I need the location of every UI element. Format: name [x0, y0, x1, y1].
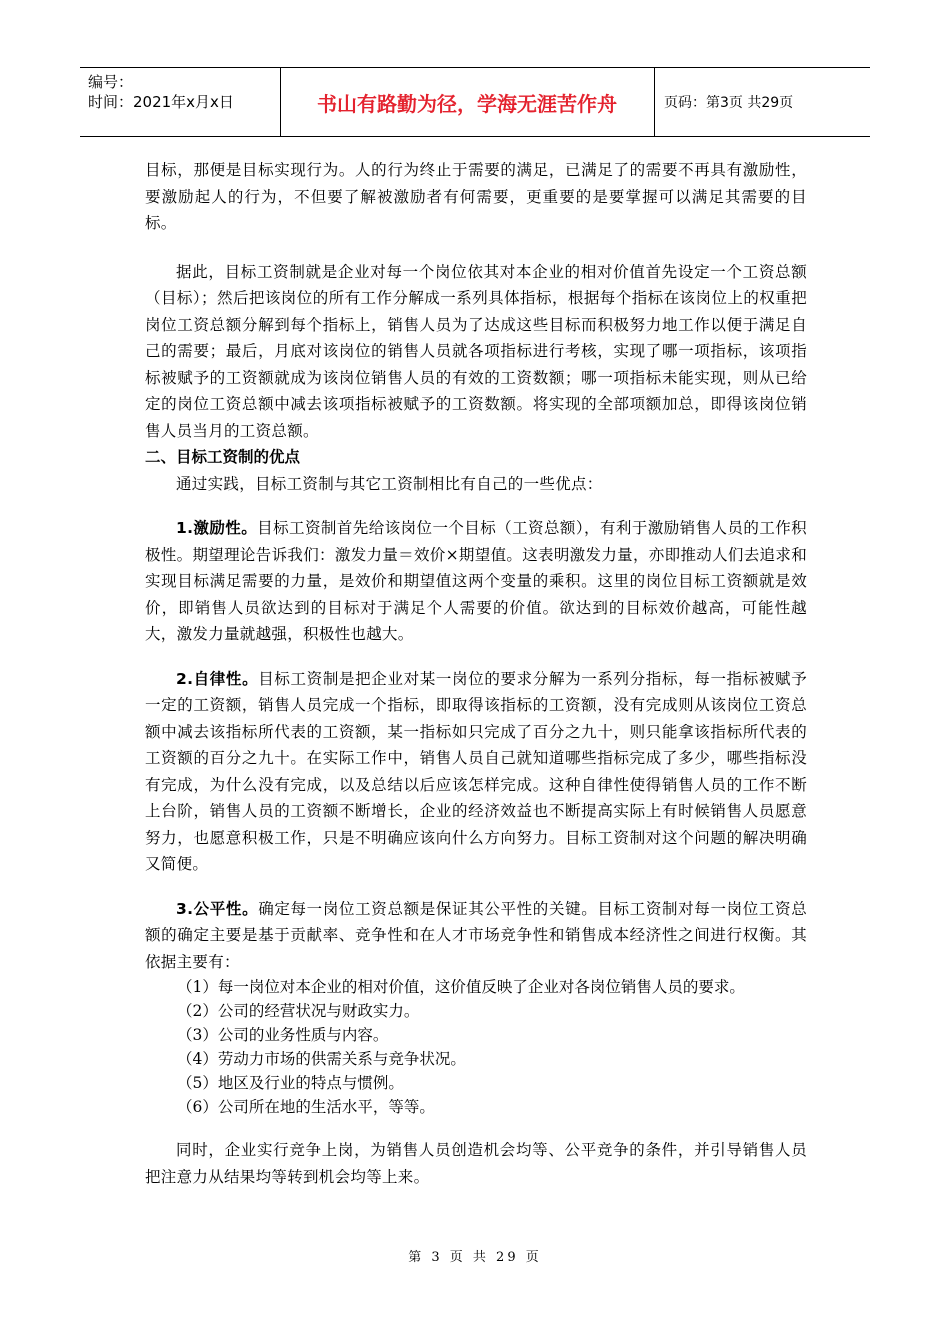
list-item: （4）劳动力市场的供需关系与竞争状况。 — [177, 1050, 466, 1068]
advantage-item — [145, 896, 807, 976]
advantage-title: 1.激励性。 — [176, 519, 258, 537]
advantage-item — [145, 666, 807, 878]
list-item: （6）公司所在地的生活水平，等等。 — [177, 1098, 435, 1116]
paragraph: 据此，目标工资制就是企业对每一个岗位依其对本企业的相对价值首先设定一个工资总额（目标）；然后把该岗位的所有工作分解成一系列具体指标，根据每个指标在该岗位上的权重把岗位工资总额分解到每个指标上，销售人员为了达成这些目标而积极努力地工作以便于满足自己的需要；最后，月底对该岗位的销售人员就各项指标进行考核，实现了哪一项指标，该项指标被赋予的工资额就成为该岗位销售人员的有效的工资数额；哪一项指标未能实现，则从已给定的岗位工资总额中减去该项指标被赋予的工资数额。将实现的全部项额加总，即得该岗位销售人员当月的工资总额。 — [145, 262, 807, 440]
advantage-title: 3.公平性。 — [176, 899, 259, 918]
paragraph: 通过实践，目标工资制与其它工资制相比有自己的一些优点： — [176, 474, 603, 493]
document-body — [145, 157, 807, 1190]
advantage-title: 2.自律性。 — [176, 669, 259, 688]
header-divider — [654, 68, 655, 136]
list-item: （3）公司的业务性质与内容。 — [177, 1026, 389, 1044]
paragraph: 同时，企业实行竞争上岗，为销售人员创造机会均等、公平竞争的条件，并引导销售人员把注意力从结果均等转到机会均等上来。 — [145, 1141, 807, 1186]
list-item: （5）地区及行业的特点与惯例。 — [177, 1074, 404, 1092]
page-footer: 第 3 页 共 29 页 — [408, 1250, 542, 1265]
advantage-text: 目标工资制首先给该岗位一个目标（工资总额），有利于激励销售人员的工作积极性。期望理论告诉我们：激发力量＝效价×期望值。这表明激发力量，亦即推动人们去追求和实现目标满足需要的力量，是效价和期望值这两个变量的乘积。这里的岗位目标工资额就是效价，即销售人员欲达到的目标对于满足个人需要的价值。欲达到的目标效价越高，可能性越大，激发力量就越强，积极性也越大。 — [145, 519, 807, 643]
header-meta — [88, 72, 278, 112]
advantage-text: 目标工资制是把企业对某一岗位的要求分解为一系列分指标，每一指标被赋予一定的工资额，销售人员完成一个指标，即取得该指标的工资额，没有完成则从该岗位工资总额中减去该指标所代表的工资额，某一指标如只完成了百分之九十，则只能拿该指标所代表的工资额的百分之九十。在实际工作中，销售人员自己就知道哪些指标完成了多少，哪些指标没有完成，为什么没有完成，以及总结以后应该怎样完成。这种自律性使得销售人员的工作不断上台阶，销售人员的工资额不断增长，企业的经济效益也不断提高实际上有时候销售人员愿意努力，也愿意积极工作，只是不明确应该向什么方向努力。目标工资制对这个问题的解决明确又简便。 — [145, 669, 807, 873]
page-header — [80, 67, 870, 137]
list-item: （2）公司的经营状况与财政实力。 — [177, 1002, 420, 1020]
advantage-text: 确定每一岗位工资总额是保证其公平性的关键。目标工资制对每一岗位工资总额的确定主要是基于贡献率、竞争性和在人才市场竞争性和销售成本经济性之间进行权衡。其依据主要有： — [145, 899, 807, 971]
section-heading: 二、目标工资制的优点 — [145, 448, 301, 466]
criteria-list — [145, 975, 807, 1119]
advantage-item — [145, 515, 807, 648]
document-number-label: 编号： — [88, 73, 134, 91]
document-date: 时间：2021年x月x日 — [88, 93, 234, 111]
header-page-info: 页码：第3页 共29页 — [664, 95, 794, 111]
header-motto: 书山有路勤为径，学海无涯苦作舟 — [317, 91, 617, 116]
list-item: （1）每一岗位对本企业的相对价值，这价值反映了企业对各岗位销售人员的要求。 — [177, 978, 745, 996]
paragraph: 目标，那便是目标实现行为。人的行为终止于需要的满足，已满足了的需要不再具有激励性，要激励起人的行为，不但要了解被激励者有何需要，更重要的是要掌握可以满足其需要的目标。 — [145, 161, 807, 232]
